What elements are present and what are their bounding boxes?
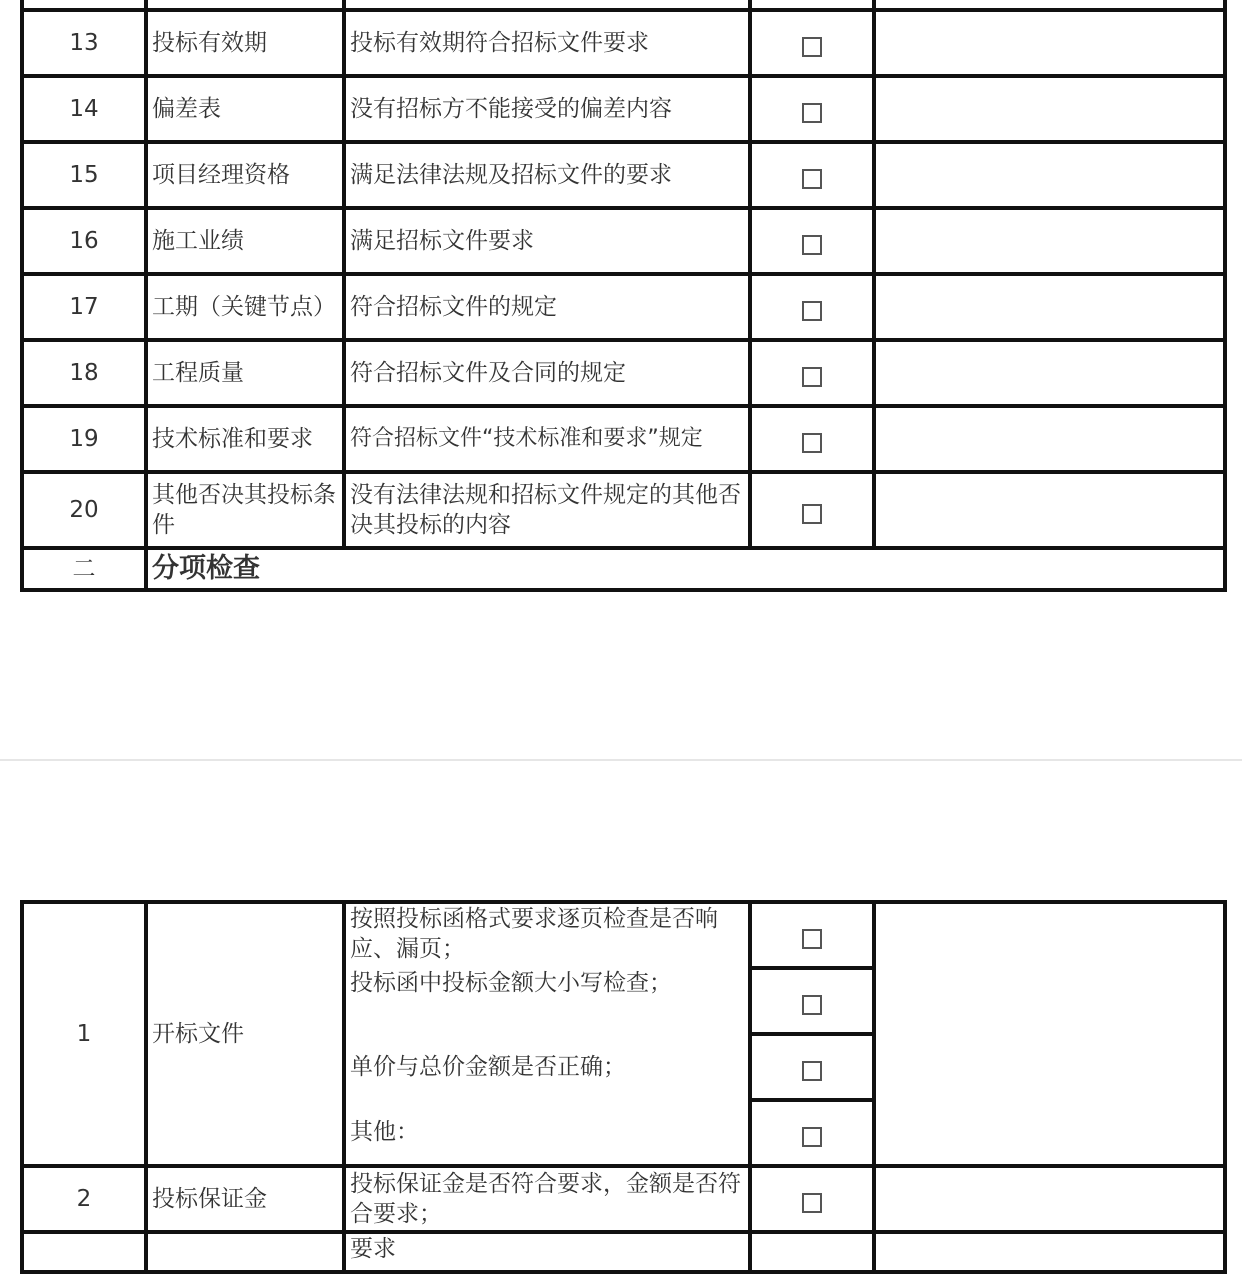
checkbox[interactable] [802, 103, 822, 123]
row-criterion: 符合招标文件及合同的规定 [344, 340, 750, 406]
checkbox[interactable] [802, 995, 822, 1015]
row-item: 开标文件 [146, 902, 344, 1166]
table-row [22, 76, 1225, 142]
table-row [22, 406, 1225, 472]
row-item: 工期（关键节点） [146, 274, 344, 340]
checkbox[interactable] [802, 1061, 822, 1081]
row-criterion: 投标有效期符合招标文件要求 [344, 10, 750, 76]
row-item: 项目经理资格 [146, 142, 344, 208]
table-row [22, 1166, 1225, 1232]
section-title: 分项检查 [146, 548, 1225, 590]
row-notes [874, 406, 1225, 472]
row-number: 20 [22, 472, 146, 548]
row-notes [874, 274, 1225, 340]
row-criterion: 单价与总价金额是否正确； [344, 1034, 750, 1100]
table-row [22, 10, 1225, 76]
row-criterion: 没有法律法规和招标文件规定的其他否决其投标的内容 [344, 472, 750, 548]
row-item: 施工业绩 [146, 208, 344, 274]
row-criterion: 投标保证金是否符合要求，金额是否符合要求； [344, 1166, 750, 1232]
row-item: 偏差表 [146, 76, 344, 142]
row-notes [874, 902, 1225, 1166]
table-row-partial [22, 0, 1225, 10]
row-criterion: 要求 [344, 1232, 750, 1272]
row-criterion: 满足法律法规及招标文件的要求 [344, 142, 750, 208]
row-item: 投标有效期 [146, 10, 344, 76]
checkbox[interactable] [802, 301, 822, 321]
row-notes [874, 472, 1225, 548]
row-notes [874, 1166, 1225, 1232]
table-row [22, 208, 1225, 274]
row-number: 15 [22, 142, 146, 208]
table-row [22, 340, 1225, 406]
table-row [22, 472, 1225, 548]
row-item: 技术标准和要求 [146, 406, 344, 472]
checkbox[interactable] [802, 1127, 822, 1147]
row-item: 工程质量 [146, 340, 344, 406]
row-criterion: 满足招标文件要求 [344, 208, 750, 274]
checkbox[interactable] [802, 169, 822, 189]
table-row [22, 902, 1225, 968]
row-number: 17 [22, 274, 146, 340]
checkbox[interactable] [802, 433, 822, 453]
table-row-partial [22, 1232, 1225, 1272]
row-criterion: 其他： [344, 1100, 750, 1166]
row-item: 其他否决其投标条件 [146, 472, 344, 548]
review-table-bottom [20, 900, 1227, 1274]
row-notes [874, 76, 1225, 142]
row-notes [874, 340, 1225, 406]
row-number: 2 [22, 1166, 146, 1232]
checkbox[interactable] [802, 929, 822, 949]
row-number: 16 [22, 208, 146, 274]
checkbox[interactable] [802, 235, 822, 255]
row-criterion: 没有招标方不能接受的偏差内容 [344, 76, 750, 142]
section-number: 二 [22, 548, 146, 590]
row-number: 18 [22, 340, 146, 406]
table-row [22, 274, 1225, 340]
row-notes [874, 10, 1225, 76]
row-criterion: 按照投标函格式要求逐页检查是否响应、漏页； [344, 902, 750, 968]
row-number: 1 [22, 902, 146, 1166]
row-criterion: 符合招标文件的规定 [344, 274, 750, 340]
row-number: 13 [22, 10, 146, 76]
checkbox[interactable] [802, 504, 822, 524]
row-number: 14 [22, 76, 146, 142]
checkbox[interactable] [802, 1193, 822, 1213]
row-item: 投标保证金 [146, 1166, 344, 1232]
row-notes [874, 208, 1225, 274]
row-criterion: 投标函中投标金额大小写检查； [344, 968, 750, 1034]
table-row [22, 142, 1225, 208]
section-row [22, 548, 1225, 590]
row-notes [874, 142, 1225, 208]
review-table-top [20, 0, 1227, 592]
checkbox[interactable] [802, 37, 822, 57]
page-divider [0, 759, 1242, 761]
row-criterion: 符合招标文件“技术标准和要求”规定 [344, 406, 750, 472]
checkbox[interactable] [802, 367, 822, 387]
row-number: 19 [22, 406, 146, 472]
